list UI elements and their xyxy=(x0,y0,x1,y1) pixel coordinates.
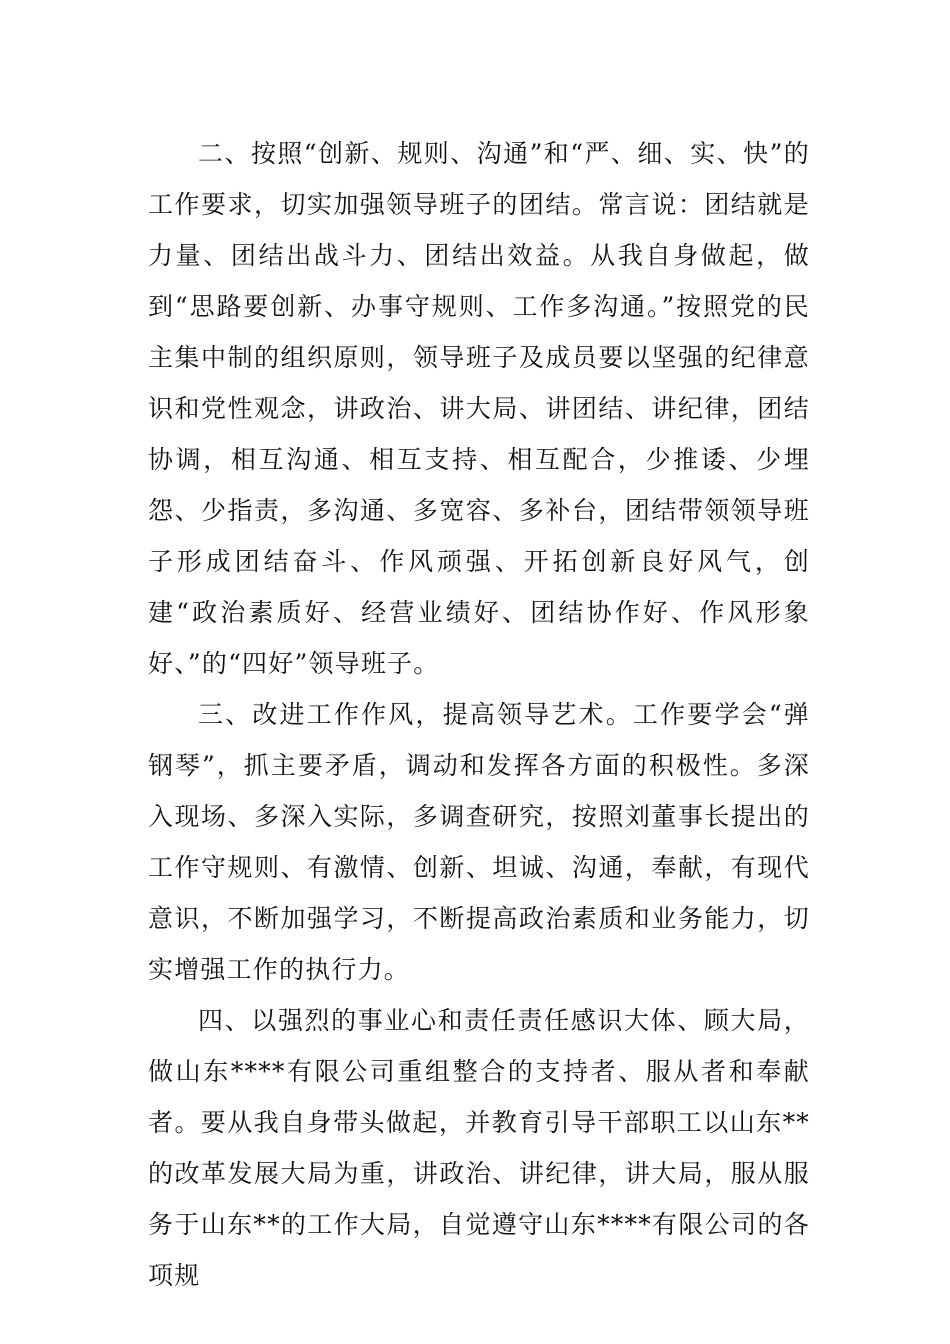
paragraph-4: 四、以强烈的事业心和责任责任感识大体、顾大局，做山东****有限公司重组整合的支持者、服从者和奉献者。要从我自身带头做起，并教育引导干部职工以山东**的改革发展大局为重，讲政治、讲纪律，讲大局，服从服务于山东**的工作大局，自觉遵守山东****有限公司的各项规 xyxy=(148,1006,810,1290)
paragraph-3: 三、改进工作作风，提高领导艺术。工作要学会“弹钢琴”，抓主要矛盾，调动和发挥各方面的积极性。多深入现场、多深入实际，多调查研究，按照刘董事长提出的工作守规则、有激情、创新、坦诚、沟通，奉献，有现代意识，不断加强学习，不断提高政治素质和业务能力，切实增强工作的执行力。 xyxy=(148,700,810,984)
document-body xyxy=(148,128,810,1301)
paragraph-2: 二、按照“创新、规则、沟通”和“严、细、实、快”的工作要求，切实加强领导班子的团结。常言说：团结就是力量、团结出战斗力、团结出效益。从我自身做起，做到“思路要创新、办事守规则、工作多沟通。”按照党的民主集中制的组织原则，领导班子及成员要以坚强的纪律意识和党性观念，讲政治、讲大局、讲团结、讲纪律，团结协调，相互沟通、相互支持、相互配合，少推诿、少埋怨、少指责，多沟通、多宽容、多补台，团结带领领导班子形成团结奋斗、作风顽强、开拓创新良好风气，创建“政治素质好、经营业绩好、团结协作好、作风形象好、”的“四好”领导班子。 xyxy=(148,139,810,678)
